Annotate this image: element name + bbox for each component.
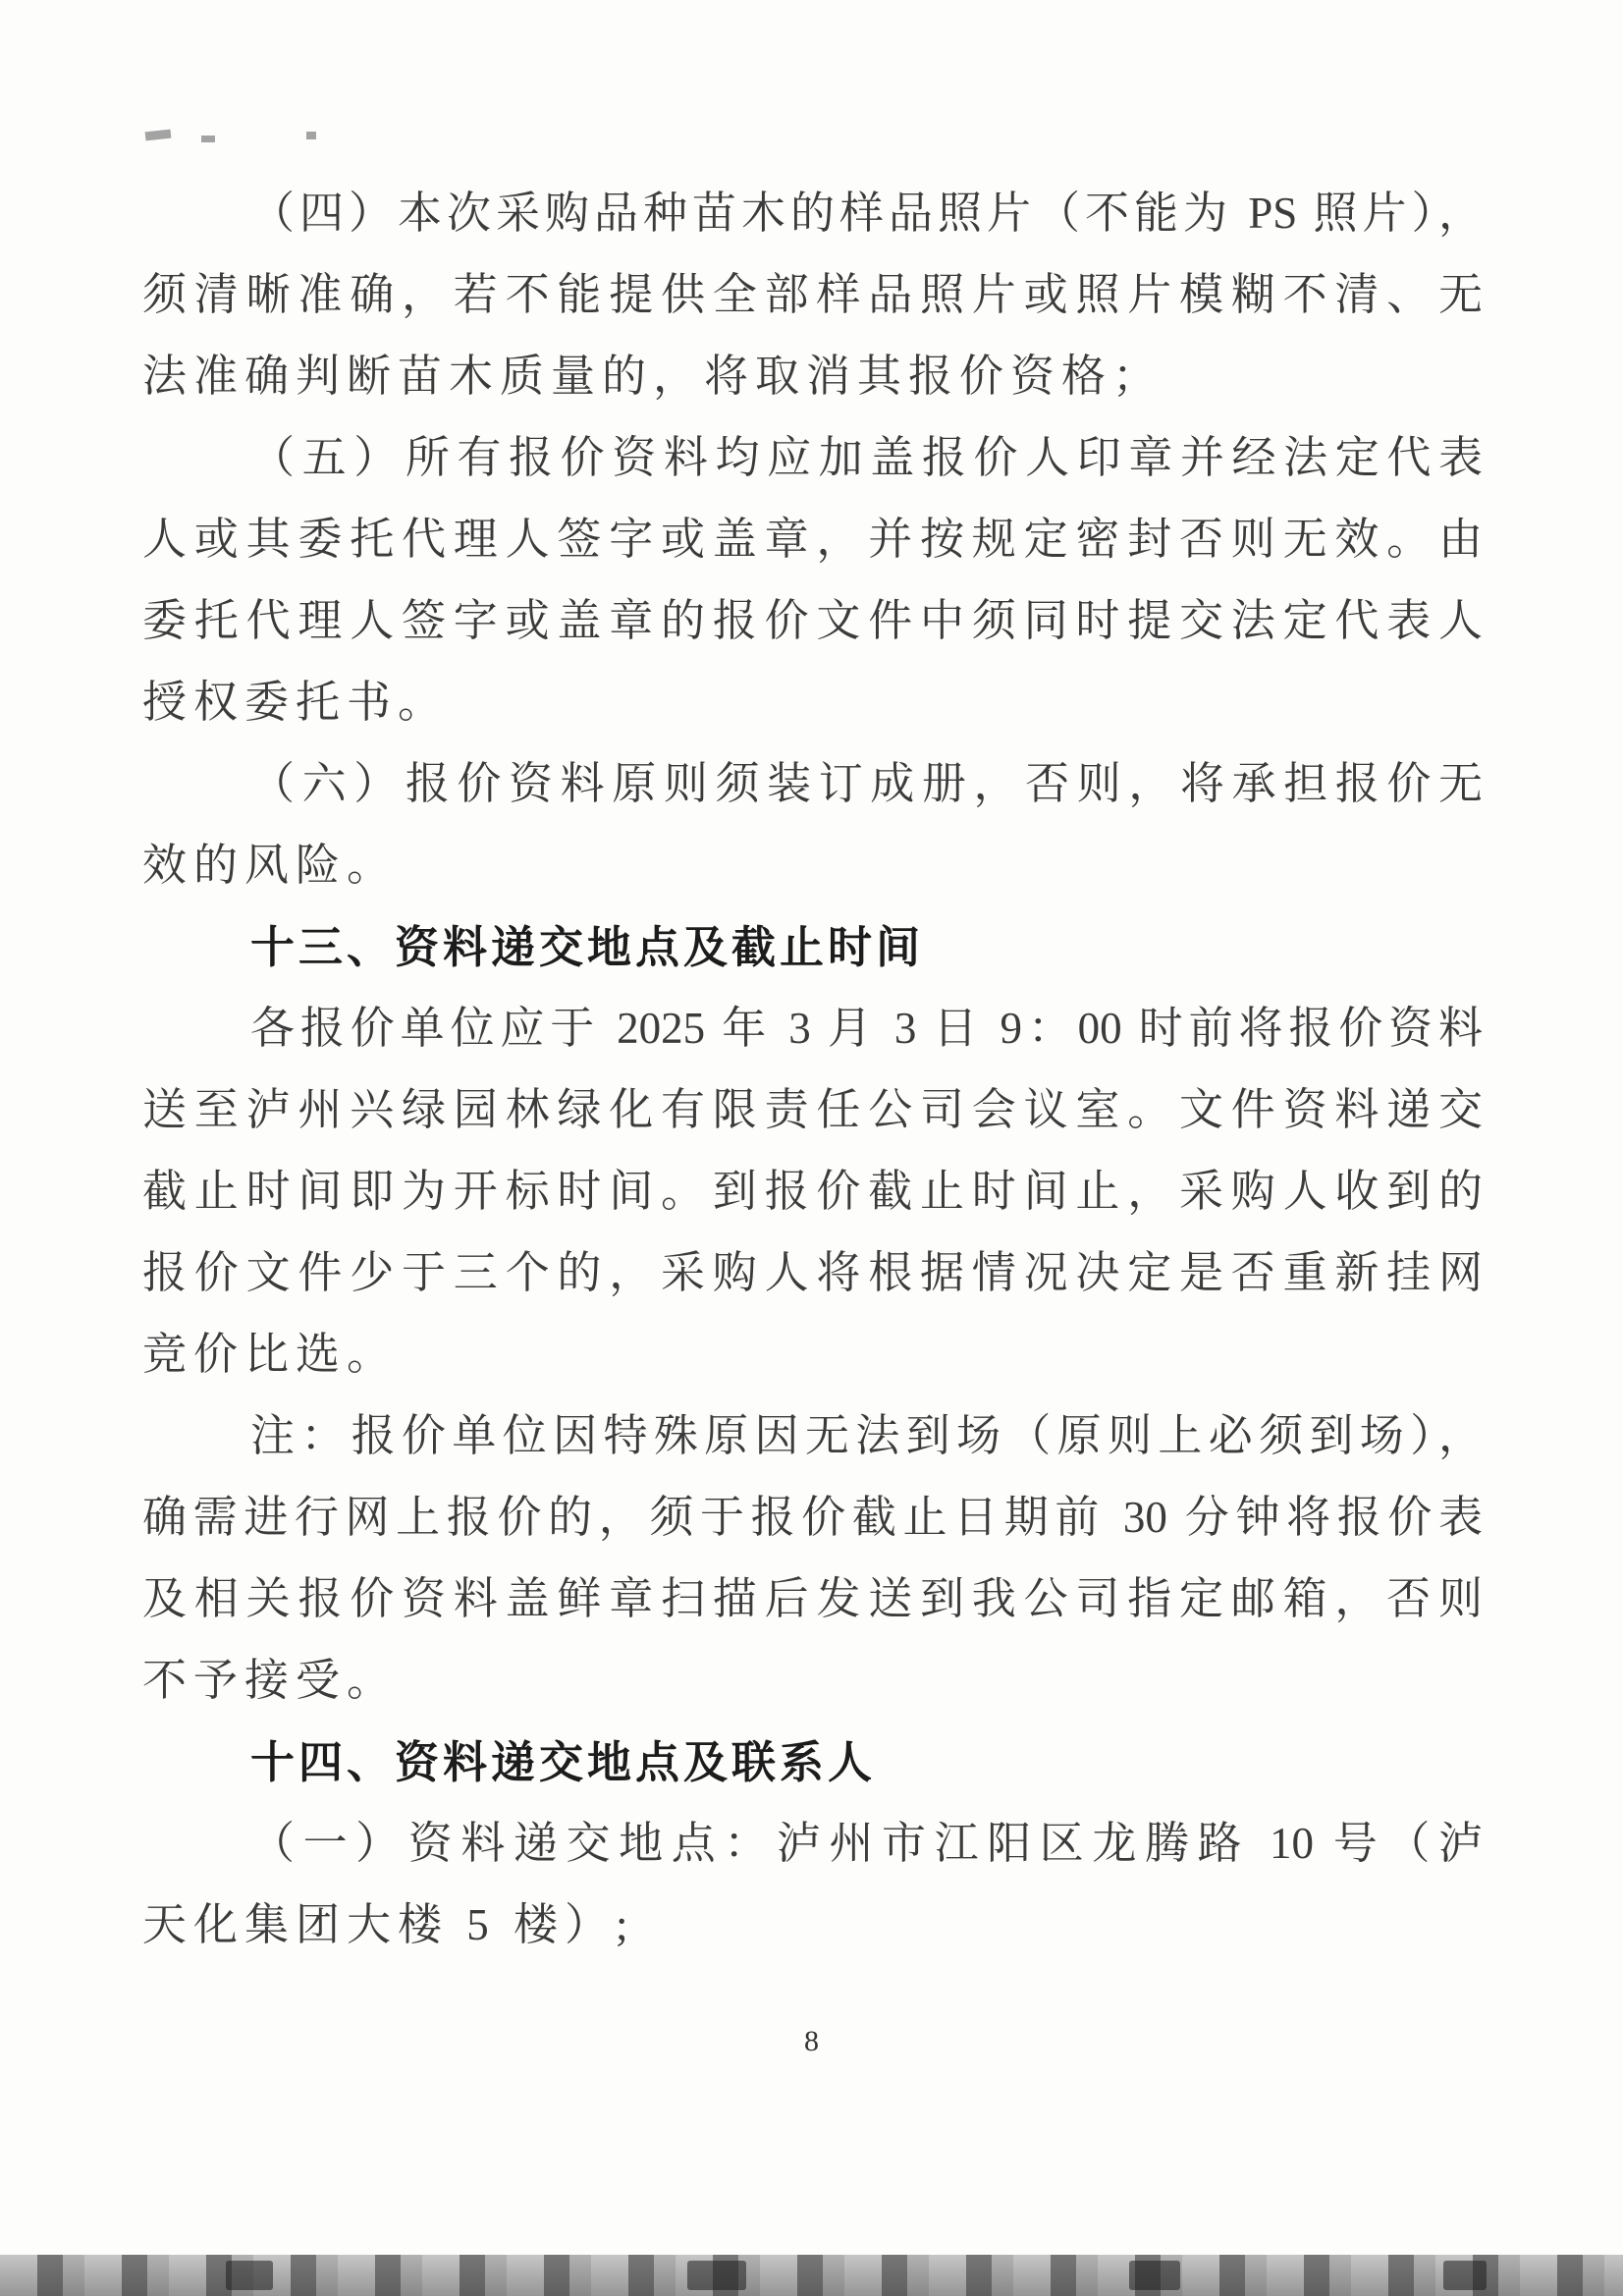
scan-noise [306, 132, 316, 139]
body-line: 不予接受。 [142, 1656, 399, 1705]
scan-noise [145, 130, 172, 141]
section-heading-14: 十四、资料递交地点及联系人 [250, 1737, 877, 1787]
scan-blot [1129, 2261, 1180, 2290]
body-line: 报价文件少于三个的，采购人将根据情况决定是否重新挂网 [142, 1248, 1483, 1297]
body-line: （六）报价资料原则须装订成册，否则，将承担报价无 [250, 759, 1483, 808]
body-line: 天化集团大楼 5 楼）; [142, 1900, 635, 1949]
body-line: 须清晰准确，若不能提供全部样品照片或照片模糊不清、无 [142, 270, 1483, 319]
body-line: 及相关报价资料盖鲜章扫描后发送到我公司指定邮箱，否则 [142, 1574, 1483, 1623]
body-line: 各报价单位应于 2025 年 3 月 3 日 9：00 时前将报价资料 [250, 1004, 1483, 1053]
text-block [142, 173, 1483, 1966]
body-line: 效的风险。 [142, 841, 399, 890]
body-line: （五）所有报价资料均应加盖报价人印章并经法定代表 [250, 433, 1483, 482]
body-line: （四）本次采购品种苗木的样品照片（不能为 PS 照片）， [250, 189, 1483, 238]
body-line: 委托代理人签字或盖章的报价文件中须同时提交法定代表人 [142, 596, 1483, 645]
body-line: 确需进行网上报价的，须于报价截止日期前 30 分钟将报价表 [142, 1493, 1483, 1542]
scan-noise [201, 136, 215, 142]
body-line: 竞价比选。 [142, 1330, 399, 1379]
scan-blot [1443, 2261, 1487, 2290]
body-line: 截止时间即为开标时间。到报价截止时间止，采购人收到的 [142, 1167, 1483, 1216]
scan-blot [687, 2261, 746, 2290]
scan-blot [226, 2261, 273, 2290]
body-line: 人或其委托代理人签字或盖章，并按规定密封否则无效。由 [142, 515, 1483, 564]
section-heading-13: 十三、资料递交地点及截止时间 [250, 922, 925, 972]
body-line: 授权委托书。 [142, 678, 450, 727]
body-line: 注：报价单位因特殊原因无法到场（原则上必须到场）， [250, 1411, 1483, 1460]
page-number: 8 [804, 2025, 819, 2057]
body-line: 送至泸州兴绿园林绿化有限责任公司会议室。文件资料递交 [142, 1085, 1483, 1134]
body-line: 法准确判断苗木质量的，将取消其报价资格； [142, 352, 1164, 401]
scanner-edge-artifact [0, 2255, 1623, 2296]
body-line: （一）资料递交地点：泸州市江阳区龙腾路 10 号（泸 [250, 1819, 1483, 1868]
